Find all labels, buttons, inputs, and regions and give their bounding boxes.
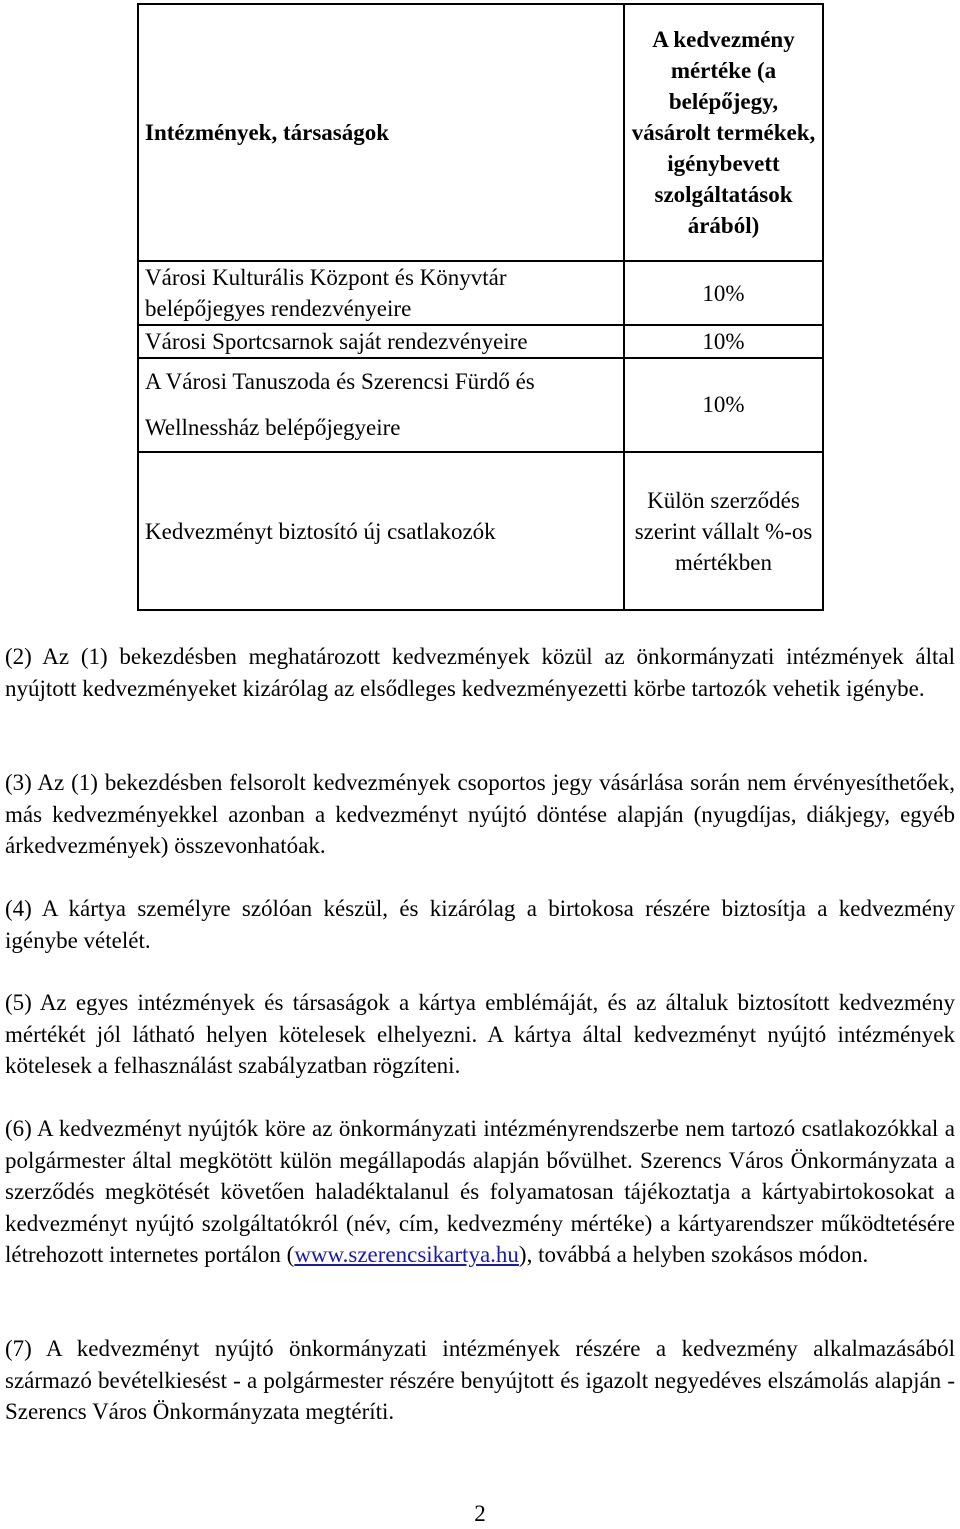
paragraph-6 [5, 1113, 955, 1271]
row-discount: 10% [624, 325, 823, 358]
page-number: 2 [474, 1501, 486, 1526]
row-institution: A Városi Tanuszoda és Szerencsi Fürdő és Wellnessház belépőjegyeire [138, 358, 624, 452]
table-row [138, 452, 823, 610]
paragraph-6-text-end: ), továbbá a helyben szokásos módon. [518, 1242, 869, 1267]
paragraph-2: (2) Az (1) bekezdésben meghatározott kedvezmények közül az önkormányzati intézmények által nyújtott kedvezményeket kizárólag az elsődleges kedvezményezetti körbe tartozók vehetik igénybe. [5, 644, 955, 701]
row-institution: Kedvezményt biztosító új csatlakozók [138, 452, 624, 610]
paragraph-5: (5) Az egyes intézmények és társaságok a kártya emblémáját, és az általuk biztosított kedvezmény mértékét jól látható helyen kötelesek elhelyezni. A kártya által kedvezményt nyújtó intézmények kötelesek a felhasználást szabályzatban rögzíteni. [5, 990, 955, 1078]
row-discount: 10% [624, 261, 823, 325]
paragraph-6-text-start: (6) A kedvezményt nyújtók köre az önkormányzati intézményrendszerbe nem tartozó csatlakozókkal a polgármester által megkötött külön megállapodás alapján bővülhet. Szerencs Város Önkormányzata a szerződés megkötését követően haladéktalanul és folyamatosan tájékoztatja a kártyabirtokosokat a kedvezményt nyújtó szolgáltatókról (név, cím, kedvezmény mértéke) a kártyarendszer működtetésére létrehozott internetes portálon ( [5, 1116, 955, 1267]
row-discount: 10% [624, 358, 823, 452]
paragraph-3: (3) Az (1) bekezdésben felsorolt kedvezmények csoportos jegy vásárlása során nem érvényesíthetőek, más kedvezményekkel azonban a kedvezményt nyújtó döntése alapján (nyugdíjas, diákjegy, egyéb árkedvezmények) összevonhatóak. [5, 770, 955, 858]
table-row [138, 325, 823, 358]
header-discount-rate: A kedvezmény mértéke (a belépőjegy, vásárolt termékek, igénybevett szolgáltatások árából) [624, 4, 823, 261]
table-header-row [138, 4, 823, 261]
paragraph-4: (4) A kártya személyre szólóan készül, és kizárólag a birtokosa részére biztosítja a kedvezmény igénybe vételét. [5, 896, 955, 953]
row-institution: Városi Kulturális Központ és Könyvtár belépőjegyes rendezvényeire [138, 261, 624, 325]
row-institution: Városi Sportcsarnok saját rendezvényeire [138, 325, 624, 358]
discount-table [137, 3, 824, 611]
table-row [138, 261, 823, 325]
header-institutions: Intézmények, társaságok [138, 4, 624, 261]
table-row [138, 358, 823, 452]
paragraph-7: (7) A kedvezményt nyújtó önkormányzati intézmények részére a kedvezmény alkalmazásából származó bevételkiesést - a polgármester részére benyújtott és igazolt negyedéves elszámolás alapján - Szerencs Város Önkormányzata megtéríti. [5, 1336, 955, 1424]
portal-link[interactable]: www.szerencsikartya.hu [294, 1242, 519, 1267]
row-discount: Külön szerződés szerint vállalt %-os mértékben [624, 452, 823, 610]
